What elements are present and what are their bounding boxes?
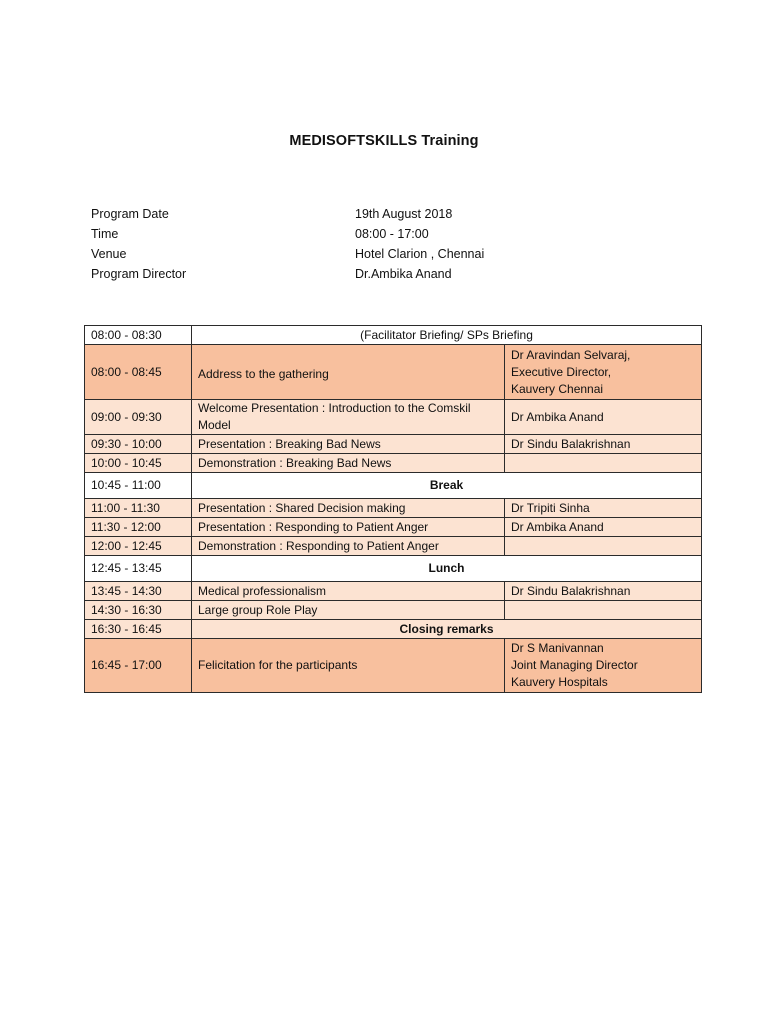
time-cell: 10:00 - 10:45 <box>85 454 192 473</box>
session-cell <box>192 400 505 435</box>
time-cell: 12:45 - 13:45 <box>85 556 192 582</box>
time-cell: 16:30 - 16:45 <box>85 620 192 639</box>
merged-cell: Lunch <box>192 556 702 582</box>
time-cell: 08:00 - 08:30 <box>85 326 192 345</box>
info-label: Program Date <box>91 207 169 221</box>
speaker-cell: Dr Ambika Anand <box>505 400 702 435</box>
info-value: Hotel Clarion , Chennai <box>355 247 485 261</box>
speaker-cell: Dr Sindu Balakrishnan <box>505 582 702 601</box>
schedule-row <box>85 345 702 400</box>
session-cell: Address to the gathering <box>192 345 505 400</box>
speaker-cell: Dr Tripiti Sinha <box>505 499 702 518</box>
session-cell: Large group Role Play <box>192 601 505 620</box>
speaker-line: Kauvery Chennai <box>511 381 604 396</box>
schedule-row <box>85 400 702 435</box>
schedule-row <box>85 620 702 639</box>
session-cell: Medical professionalism <box>192 582 505 601</box>
time-cell: 09:30 - 10:00 <box>85 435 192 454</box>
schedule-row <box>85 454 702 473</box>
schedule-row <box>85 518 702 537</box>
session-line: Model <box>198 418 231 432</box>
time-cell: 16:45 - 17:00 <box>85 639 192 693</box>
speaker-cell <box>505 601 702 620</box>
time-cell: 08:00 - 08:45 <box>85 345 192 400</box>
schedule-row <box>85 499 702 518</box>
speaker-line: Dr Aravindan Selvaraj, <box>511 347 631 362</box>
schedule-row <box>85 556 702 582</box>
page-title: MEDISOFTSKILLS Training <box>289 133 479 149</box>
schedule-row <box>85 435 702 454</box>
info-value: Dr.Ambika Anand <box>355 267 452 281</box>
schedule-row <box>85 537 702 556</box>
speaker-line: Dr S Manivannan <box>511 641 604 655</box>
speaker-line: Executive Director, <box>511 364 612 379</box>
schedule-table <box>84 325 702 693</box>
schedule-row <box>85 582 702 601</box>
session-cell: Demonstration : Responding to Patient Anger <box>192 537 505 556</box>
speaker-cell <box>505 345 702 400</box>
speaker-cell: Dr Sindu Balakrishnan <box>505 435 702 454</box>
speaker-cell: Dr Ambika Anand <box>505 518 702 537</box>
time-cell: 12:00 - 12:45 <box>85 537 192 556</box>
time-cell: 14:30 - 16:30 <box>85 601 192 620</box>
session-line: Welcome Presentation : Introduction to the Comskil <box>198 401 471 415</box>
time-cell: 11:30 - 12:00 <box>85 518 192 537</box>
speaker-line: Joint Managing Director <box>511 658 638 672</box>
info-label: Time <box>91 227 119 241</box>
speaker-cell <box>505 454 702 473</box>
schedule-row <box>85 601 702 620</box>
info-label: Venue <box>91 247 127 261</box>
session-cell: Demonstration : Breaking Bad News <box>192 454 505 473</box>
schedule-row <box>85 639 702 693</box>
session-cell: Presentation : Shared Decision making <box>192 499 505 518</box>
schedule-row <box>85 326 702 345</box>
time-cell: 11:00 - 11:30 <box>85 499 192 518</box>
time-cell: 13:45 - 14:30 <box>85 582 192 601</box>
speaker-line: Kauvery Hospitals <box>511 675 608 689</box>
merged-cell: (Facilitator Briefing/ SPs Briefing <box>192 326 702 345</box>
time-cell: 09:00 - 09:30 <box>85 400 192 435</box>
session-cell: Presentation : Breaking Bad News <box>192 435 505 454</box>
info-value: 08:00 - 17:00 <box>355 227 429 241</box>
session-cell: Felicitation for the participants <box>192 639 505 693</box>
info-value: 19th August 2018 <box>355 207 453 221</box>
session-cell: Presentation : Responding to Patient Anger <box>192 518 505 537</box>
merged-cell: Break <box>192 473 702 499</box>
speaker-cell <box>505 537 702 556</box>
schedule-row <box>85 473 702 499</box>
time-cell: 10:45 - 11:00 <box>85 473 192 499</box>
speaker-cell <box>505 639 702 693</box>
info-label: Program Director <box>91 267 187 281</box>
merged-cell: Closing remarks <box>192 620 702 639</box>
